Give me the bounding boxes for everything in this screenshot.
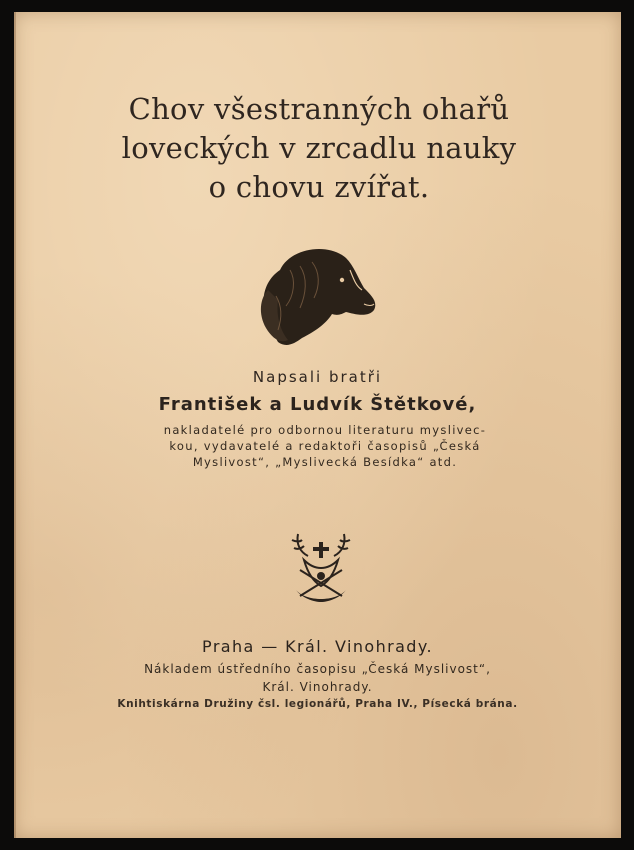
authors-description: [110, 422, 540, 470]
authors-desc-line-3: Myslivost“, „Myslivecká Besídka“ atd.: [192, 455, 458, 469]
author-names: František a Ludvík Štětkové,: [158, 394, 477, 415]
publisher-line-1: Nákladem ústředního časopisu „Česká Myslivost“,: [144, 662, 491, 676]
hunting-emblem-icon: [288, 530, 354, 606]
book-title: [74, 90, 564, 207]
title-line-2: loveckých v zrcadlu nauky: [121, 131, 517, 165]
authors-desc-line-1: nakladatelé pro odbornou literaturu myslivec-: [163, 423, 487, 437]
book-cover: [14, 12, 621, 838]
authors-intro: Napsali bratři: [252, 368, 383, 386]
publisher-line-2: Král. Vinohrady.: [262, 680, 373, 694]
title-line-3: o chovu zvířat.: [208, 170, 430, 204]
printer-info: Knihtiskárna Družiny čsl. legionářů, Praha IV., Písecká brána.: [117, 698, 518, 710]
title-line-1: Chov všestranných ohařů: [128, 92, 510, 126]
publication-place: Praha — Král. Vinohrady.: [202, 637, 433, 656]
dog-head-illustration: [250, 240, 380, 350]
publisher-info: [14, 660, 621, 696]
authors-desc-line-2: kou, vydavatelé a redaktoři časopisů „Česká: [169, 439, 481, 453]
